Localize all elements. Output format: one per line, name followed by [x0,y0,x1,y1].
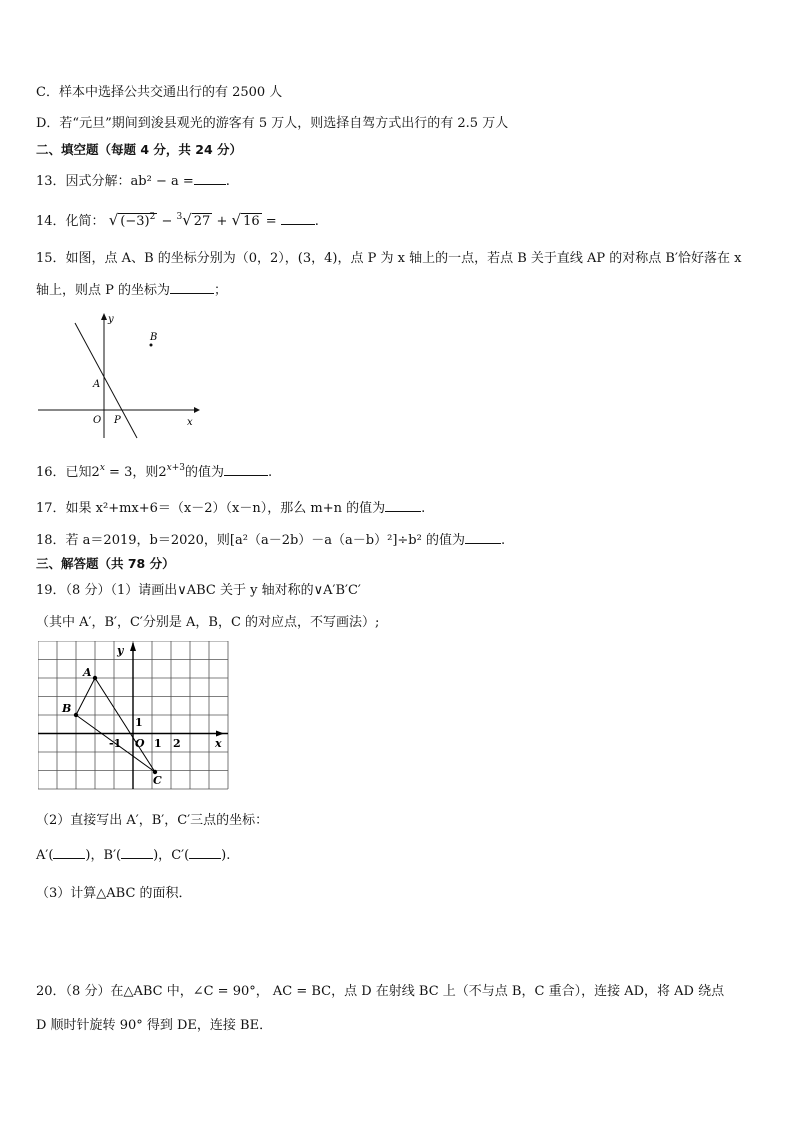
q15-figure [34,310,204,442]
q13-number: 13． [36,174,66,189]
q13-text: 因式分解：ab² − a = [65,174,194,189]
q15-line2 [36,281,227,300]
q19-sep-a: ， [90,848,104,863]
q19-label-b: B [62,702,72,715]
option-c: C．样本中选择公共交通出行的有 2500 人 [36,85,283,100]
q19-sep-b: ， [158,848,172,863]
q19-coord-b: B′( [103,848,122,863]
q15-line2-end: ； [214,283,228,298]
question-18 [36,531,505,550]
q13-answer-blank[interactable] [194,172,226,185]
q17-end: . [421,501,426,516]
q15-label-o: O [93,415,102,426]
q15-x-label: x [187,417,193,428]
q19-label-c: C [153,774,162,787]
q19-part2: （2）直接写出 A′，B′，C′三点的坐标： [36,813,269,828]
q19-coord-c-blank[interactable] [189,846,221,859]
q17-text: 17．如果 x²+mx+6＝（x－2）（x－n），那么 m+n 的值为 [36,501,386,516]
q16-mid: ，则 [132,465,159,480]
q19-line2: （其中 A′，B′，C′分别是 A，B，C 的对应点，不写画法）; [36,615,380,630]
section-heading-fill-in: 二、填空题（每题 4 分，共 24 分） [36,142,243,157]
q15-label-p: P [114,415,121,426]
q19-y-label: y [117,644,124,657]
q19-tick-1-x: 1 [154,737,162,750]
q15-y-label: y [108,314,114,325]
question-16 [36,463,272,482]
q19-grid-figure [38,641,234,791]
q19-label-o: O [135,737,145,750]
q15-line2-text: 轴上，则点 P 的坐标为 [36,283,171,298]
q20-line2: D 顺时针旋转 90° 得到 DE，连接 BE． [36,1018,273,1033]
q15-line1: 15．如图，点 A、B 的坐标分别为（0，2），(3，4)，点 P 为 x 轴上的一点，若点 B 关于直线 AP 的对称点 B′恰好落在 x [36,251,742,266]
q16-expr: $2^{x+3}$ [158,463,185,480]
q19-label-a: A [83,666,92,679]
q17-answer-blank[interactable] [385,499,421,512]
q14-number: 14． [36,214,66,229]
question-17 [36,499,425,518]
question-14 [36,211,319,231]
q18-answer-blank[interactable] [465,531,501,544]
q19-tick-1-y: 1 [135,716,143,729]
q14-expression: √ $(-3)^2 - ^3√$ 27 + √ 16 = [108,211,281,229]
q19-coord-b-blank[interactable] [121,846,153,859]
q19-close-c: ) [221,848,227,863]
q19-close-a: ) [85,848,91,863]
q15-answer-blank[interactable] [170,281,214,294]
q19-coordinates [36,846,230,865]
q16-suffix: 的值为 [185,465,225,480]
q19-part3: （3）计算△ABC 的面积． [36,886,192,901]
option-d: D．若“元旦”期间到浚县观光的游客有 5 万人，则选择自驾方式出行的有 2.5 万人 [36,116,509,131]
section-heading-solutions: 三、解答题（共 78 分） [36,556,175,571]
question-13 [36,172,230,191]
q14-answer-blank[interactable] [281,212,315,225]
q14-end: . [314,214,319,229]
q20-line1: 20．（8 分）在△ABC 中，∠C = 90°， AC = BC，点 D 在射线 BC 上（不与点 B，C 重合），连接 AD，将 AD 绕点 [36,984,725,999]
q19-end: . [226,848,231,863]
q16-end: . [268,465,273,480]
q19-coord-a-blank[interactable] [53,846,85,859]
q16-prefix: 16．已知 [36,465,92,480]
q19-line1: 19．（8 分）（1）请画出∨ABC 关于 y 轴对称的∨A′B′C′ [36,583,361,598]
q19-tick-2-x: 2 [173,737,181,750]
q16-given: $2^x = 3$ [91,463,133,480]
q19-x-label: x [215,737,222,750]
q15-label-b: B [150,332,158,343]
q19-close-b: ) [153,848,159,863]
q13-end: . [225,174,230,189]
q19-coord-c: C′( [171,848,190,863]
q18-text: 18．若 a＝2019，b＝2020，则[a²（a－2b）－a（a－b）²]÷b² 的值为 [36,533,465,548]
q18-end: . [500,533,506,548]
q15-label-a: A [93,379,101,390]
q14-label: 化简： [65,214,105,229]
q19-tick-neg1-x: -1 [109,737,122,750]
q16-answer-blank[interactable] [224,463,268,476]
q19-coord-a: A′( [36,848,54,863]
